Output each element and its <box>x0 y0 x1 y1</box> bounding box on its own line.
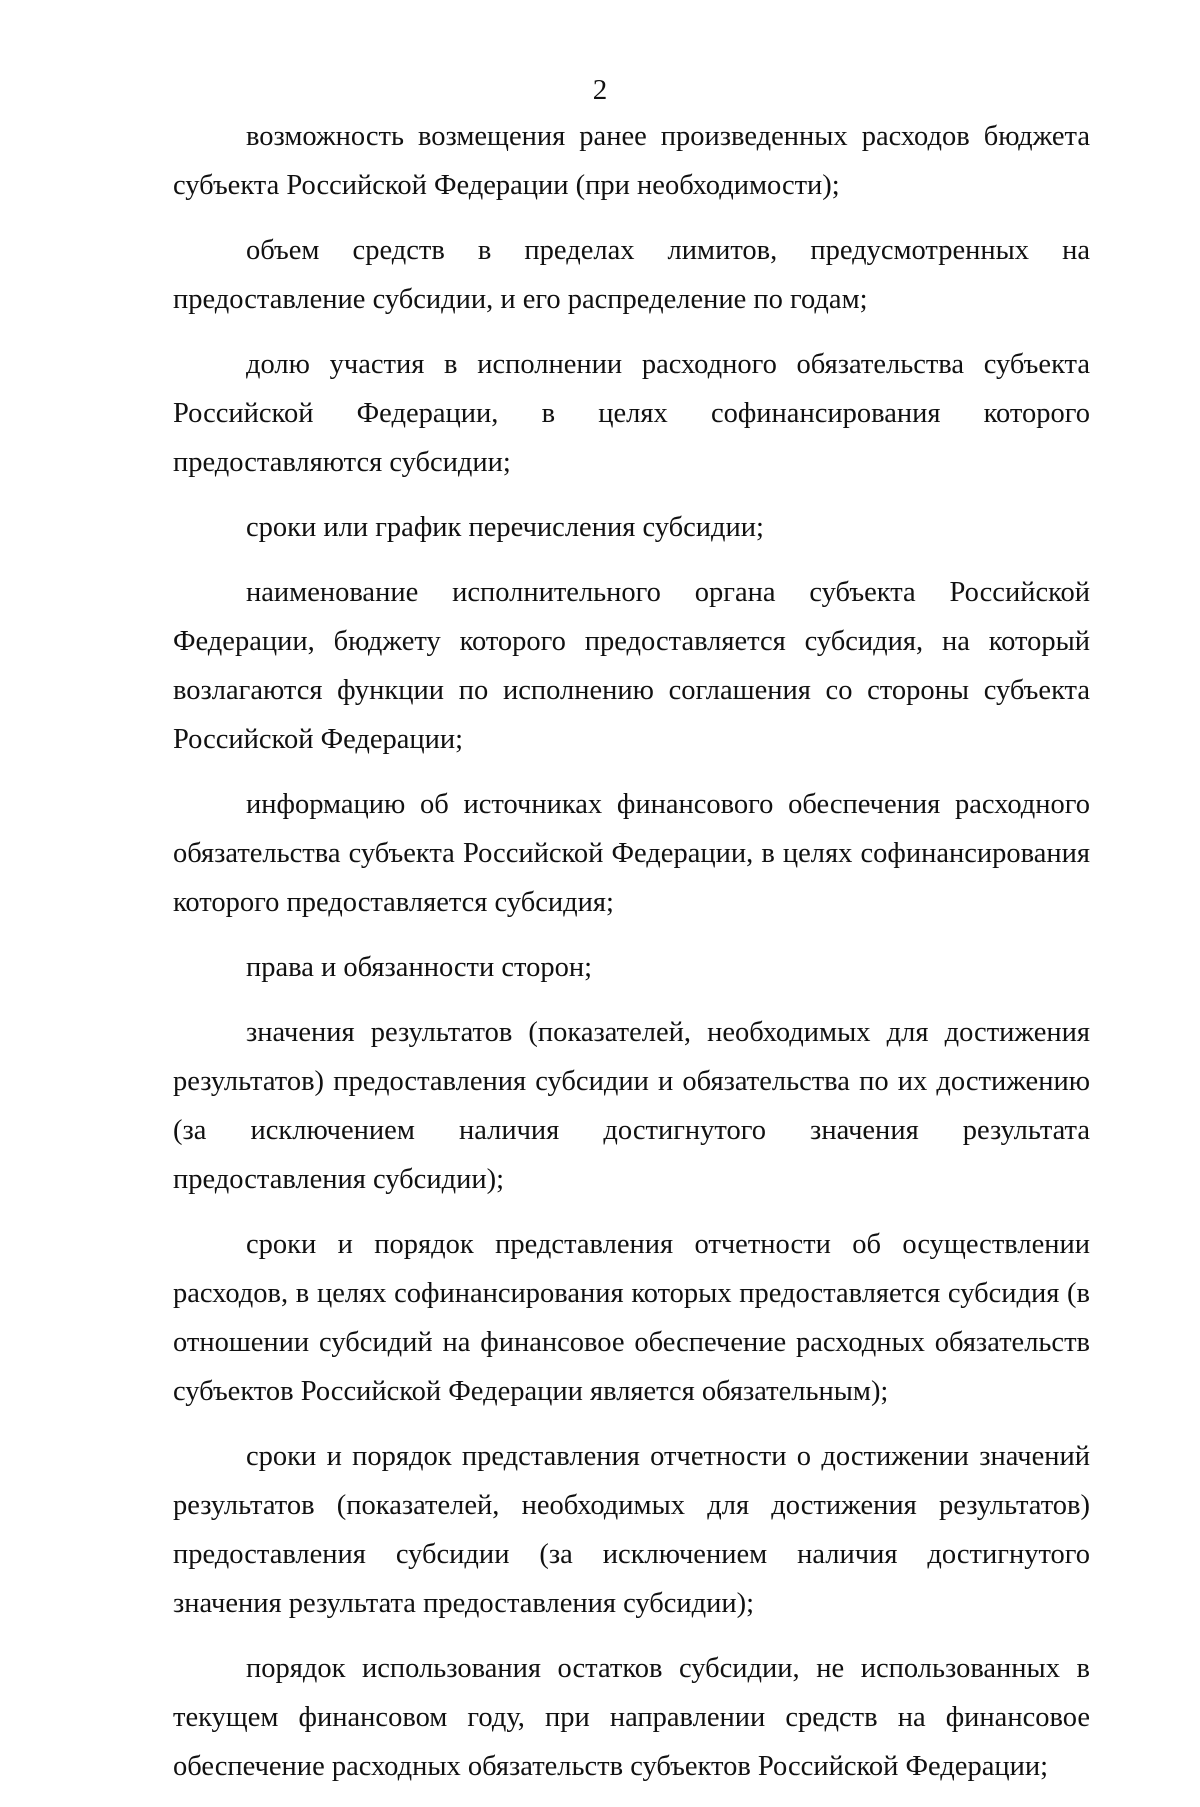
paragraph-expense-reporting: сроки и порядок представления отчетности об осуществлении расходов, в целях софинансирования которых предоставляется субсидия (в отношении субсидий на финансовое обеспечение расходных обязательств субъектов Российской Федерации является обязательным); <box>173 1229 1090 1407</box>
paragraph-funding-sources: информацию об источниках финансового обеспечения расходного обязательства субъекта Российской Федерации, в целях софинансирования которого предоставляется субсидия; <box>173 789 1090 918</box>
document-body <box>173 112 1090 1807</box>
paragraph-executive-body: наименование исполнительного органа субъекта Российской Федерации, бюджету которого предоставляется субсидия, на который возлагаются функции по исполнению соглашения со стороны субъекта Российской Федерации; <box>173 577 1090 755</box>
paragraph-transfer-schedule: сроки или график перечисления субсидии; <box>246 512 764 543</box>
page-number: 2 <box>592 74 608 106</box>
paragraph-funding-volume: объем средств в пределах лимитов, предусмотренных на предоставление субсидии, и его распределение по годам; <box>173 235 1090 315</box>
paragraph-participation-share: долю участия в исполнении расходного обязательства субъекта Российской Федерации, в целях софинансирования которого предоставляются субсидии; <box>173 349 1090 478</box>
paragraph-results-reporting: сроки и порядок представления отчетности о достижении значений результатов (показателей, необходимых для достижения результатов) предоставления субсидии (за исключением наличия достигнутого значения результата предоставления субсидии); <box>173 1441 1090 1619</box>
paragraph-unused-balances: порядок использования остатков субсидии, не использованных в текущем финансовом году, при направлении средств на финансовое обеспечение расходных обязательств субъектов Российской Федерации; <box>173 1653 1090 1782</box>
paragraph-rights-obligations: права и обязанности сторон; <box>246 952 593 983</box>
paragraph-reimbursement: возможность возмещения ранее произведенных расходов бюджета субъекта Российской Федерации (при необходимости); <box>173 121 1090 201</box>
paragraph-result-values: значения результатов (показателей, необходимых для достижения результатов) предоставления субсидии и обязательства по их достижению (за исключением наличия достигнутого значения результата предоставления субсидии); <box>173 1017 1090 1195</box>
